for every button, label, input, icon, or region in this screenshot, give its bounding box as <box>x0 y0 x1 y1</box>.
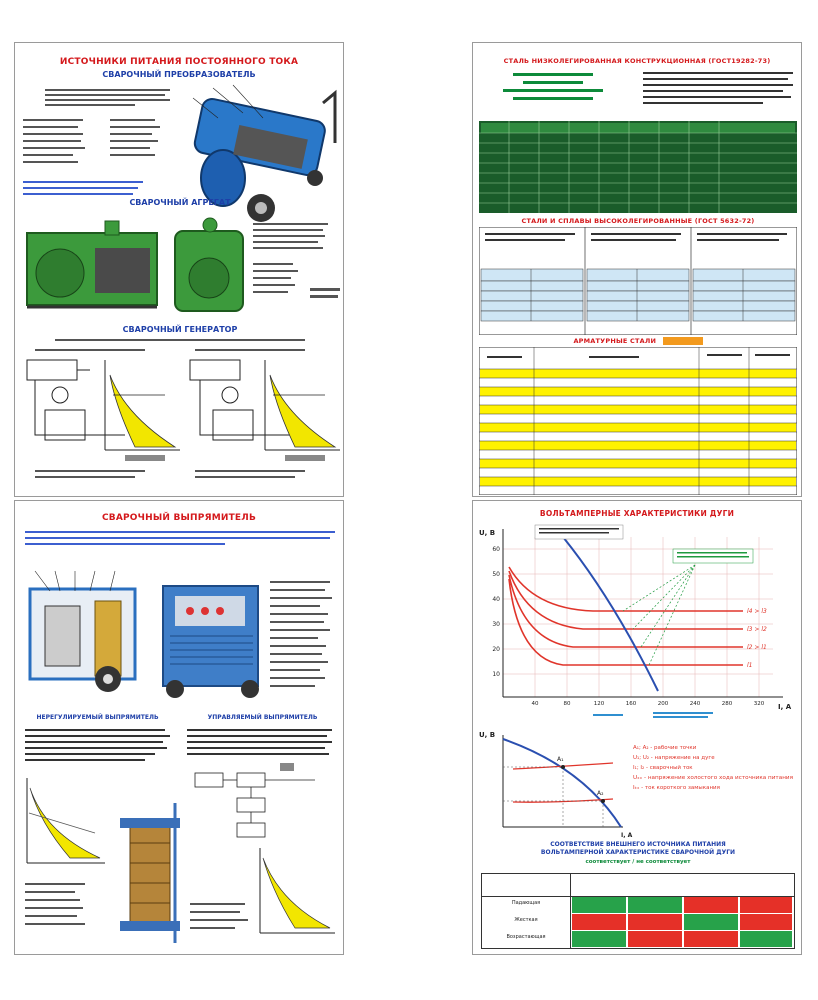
poster1-section-generator: СВАРОЧНЫЙ ГЕНЕРАТОР <box>122 325 238 334</box>
wp-point-a2-label: A₂ <box>597 790 604 797</box>
poster1-title: ИСТОЧНИКИ ПИТАНИЯ ПОСТОЯННОГО ТОКА <box>59 57 299 67</box>
compliance-cell <box>684 897 738 913</box>
poster-dc-power-sources <box>14 42 344 497</box>
compliance-row-label: Жесткая <box>514 917 538 923</box>
high-alloy-steel-tables <box>479 227 797 335</box>
low-alloy-steel-table <box>479 121 797 213</box>
poster2-lower-content <box>15 723 344 953</box>
compliance-cell <box>684 931 738 947</box>
vac-x-tick: 40 <box>531 701 539 707</box>
vac-x-tick: 80 <box>563 701 571 707</box>
poster3-intro <box>473 69 802 129</box>
compliance-cell <box>572 914 626 930</box>
vac-x-tick: 320 <box>753 701 765 707</box>
vac-y-tick: 20 <box>492 646 500 653</box>
compliance-row-label: Падающая <box>511 900 541 906</box>
poster1-subtitle: СВАРОЧНЫЙ ПРЕОБРАЗОВАТЕЛЬ <box>102 70 256 79</box>
wp-legend-line: Iₖₓ - ток короткого замыкания <box>633 785 720 791</box>
vac-y-tick: 60 <box>492 546 500 553</box>
wp-legend-line: I₁; I₂ - сварочный ток <box>633 765 693 771</box>
poster2-left-section: НЕРЕГУЛИРУЕМЫЙ ВЫПРЯМИТЕЛЬ <box>36 714 159 721</box>
vac-y-tick: 50 <box>492 571 500 578</box>
wp-y-axis-label: U, В <box>479 731 496 739</box>
vac-main-chart <box>473 519 802 729</box>
poster3-section-rebar <box>473 337 802 345</box>
welding-aggregate-illustration <box>15 213 344 323</box>
wp-point-a1 <box>561 765 565 769</box>
poster3-section-rebar-label: АРМАТУРНЫЕ СТАЛИ <box>573 337 657 345</box>
vac-x-tick: 120 <box>593 701 605 707</box>
compliance-cell <box>740 914 792 930</box>
poster4-bottom-title-2: ВОЛЬТАМПЕРНОЙ ХАРАКТЕРИСТИКЕ СВАРОЧНОЙ ДУГИ <box>540 849 736 856</box>
vac-x-axis-label: I, А <box>778 703 792 711</box>
vac-x-tick: 240 <box>689 701 701 707</box>
wp-x-axis-label: I, А <box>621 832 633 839</box>
compliance-cell <box>740 897 792 913</box>
generator-schemes <box>15 335 344 495</box>
poster2-intro-text <box>15 529 344 559</box>
vac-x-tick: 160 <box>625 701 637 707</box>
compliance-header-divider <box>570 874 571 948</box>
poster2-title: СВАРОЧНЫЙ ВЫПРЯМИТЕЛЬ <box>101 513 257 523</box>
poster4-match-legend: соответствует / не соответствует <box>585 859 691 865</box>
compliance-header <box>482 874 794 897</box>
vac-curve-label: l4 > l3 <box>747 608 767 615</box>
vac-curve-label: l3 > l2 <box>747 626 767 633</box>
vac-x-tick: 280 <box>721 701 733 707</box>
wp-legend-line: Uₓₓ - напряжение холостого хода источника питания <box>633 775 793 781</box>
poster4-bottom-title-1: СООТВЕТСТВИЕ ВНЕШНЕГО ИСТОЧНИКА ПИТАНИЯ <box>550 841 726 848</box>
vac-working-points-chart <box>473 727 802 847</box>
compliance-cell <box>628 914 682 930</box>
compliance-cell <box>572 897 626 913</box>
compliance-cell <box>740 931 792 947</box>
vac-x-tick: 200 <box>657 701 669 707</box>
wp-legend-line: A₁; A₂ - рабочие точки <box>633 745 697 751</box>
compliance-cell <box>628 897 682 913</box>
rectifier-illustrations <box>15 561 344 711</box>
wp-point-a1-label: A₁ <box>557 756 564 763</box>
compliance-cell <box>572 931 626 947</box>
rebar-steel-table <box>479 347 797 495</box>
poster-welding-rectifier <box>14 500 344 955</box>
poster1-section-aggregate: СВАРОЧНЫЙ АГРЕГАТ <box>129 198 231 207</box>
rebar-badge <box>663 337 703 345</box>
compliance-table <box>481 873 795 949</box>
poster-steels-tables <box>472 42 802 497</box>
poster3-title: СТАЛЬ НИЗКОЛЕГИРОВАННАЯ КОНСТРУКЦИОННАЯ (ГОСТ19282-73) <box>503 57 771 65</box>
compliance-cell <box>684 914 738 930</box>
poster4-title: ВОЛЬТАМПЕРНЫЕ ХАРАКТЕРИСТИКИ ДУГИ <box>539 509 735 518</box>
poster-arc-volt-ampere <box>472 500 802 955</box>
wp-source-curve <box>503 739 621 827</box>
vac-y-tick: 30 <box>492 621 500 628</box>
compliance-cell <box>628 931 682 947</box>
wp-legend-line: U₁; U₂ - напряжение на дуге <box>633 755 715 761</box>
poster3-section-high-alloy: СТАЛИ И СПЛАВЫ ВЫСОКОЛЕГИРОВАННЫЕ (ГОСТ 5632-72) <box>521 217 755 225</box>
compliance-row-label: Возрастающая <box>506 934 546 940</box>
vac-curve-label: l2 > l1 <box>747 644 767 651</box>
poster2-right-section: УПРАВЛЯЕМЫЙ ВЫПРЯМИТЕЛЬ <box>207 714 318 721</box>
vac-y-tick: 10 <box>492 671 500 678</box>
vac-curve-label: l1 <box>747 662 753 669</box>
vac-y-tick: 40 <box>492 596 500 603</box>
vac-y-axis-label: U, В <box>479 529 496 537</box>
wp-point-a2 <box>601 799 605 803</box>
